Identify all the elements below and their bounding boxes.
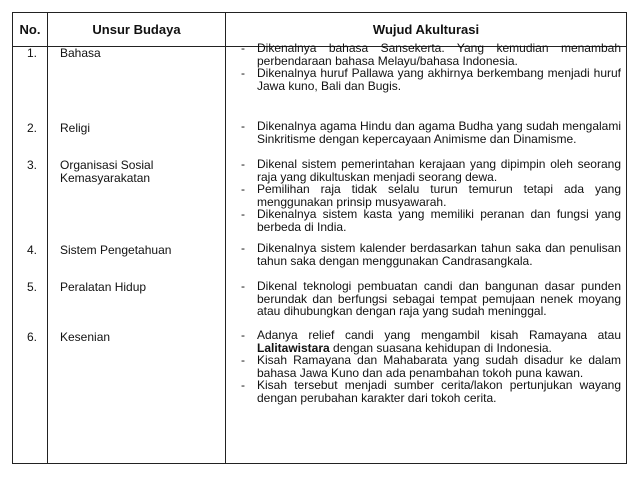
- list-item: - Pemilihan raja tidak selalu turun temurun tetapi ada yang menggunakan prinsip musyawarah.: [241, 182, 621, 209]
- akulturasi-table: [12, 12, 627, 464]
- row-number: 2.: [27, 121, 38, 135]
- header-unsur-budaya: Unsur Budaya: [92, 22, 181, 37]
- wujud-list: [241, 242, 621, 267]
- unsur-budaya-cell: Sistem Pengetahuan: [60, 243, 172, 257]
- unsur-budaya-cell: Religi: [60, 121, 91, 135]
- bullet-dash: -: [241, 207, 245, 222]
- row-number: 6.: [27, 330, 38, 344]
- row-number: 1.: [27, 46, 38, 60]
- row-number: 4.: [27, 243, 38, 257]
- wujud-list: [241, 280, 621, 318]
- list-item: - Dikenalnya sistem kalender berdasarkan tahun saka dan penulisan tahun saka dengan menggunakan Candrasangkala.: [241, 241, 621, 268]
- list-item: - Dikenalnya bahasa Sansekerta. Yang kemudian menambah perbendaraan bahasa Melayu/bahasa Indonesia.: [241, 41, 621, 68]
- column-divider: [225, 13, 226, 463]
- bullet-dash: -: [241, 378, 245, 393]
- list-item: - Dikenalnya agama Hindu dan agama Budha yang sudah mengalami Sinkritisme dengan kepercayaan Animisme dan Dinamisme.: [241, 119, 621, 146]
- bullet-dash: -: [241, 41, 245, 55]
- bullet-dash: -: [241, 279, 245, 293]
- list-item: - Dikenalnya huruf Pallawa yang akhirnya berkembang menjadi huruf Jawa kuno, Bali dan Bugis.: [241, 66, 621, 93]
- header-wujud-akulturasi: Wujud Akulturasi: [372, 22, 480, 37]
- header-no: No.: [19, 22, 41, 37]
- list-item: - Kisah Ramayana dan Mahabarata yang sudah disadur ke dalam bahasa Jawa Kuno dan ada penambahan tokoh puna kawan.: [241, 353, 621, 380]
- row-number: 5.: [27, 280, 38, 294]
- unsur-budaya-cell: Organisasi Sosial Kemasyarakatan: [60, 158, 154, 185]
- unsur-budaya-cell: Bahasa: [60, 46, 101, 60]
- wujud-list: [241, 329, 621, 405]
- list-item: - Dikenal sistem pemerintahan kerajaan yang dipimpin oleh seorang raja yang dikultuskan menjadi seorang dewa.: [241, 157, 621, 184]
- bullet-dash: -: [241, 157, 245, 171]
- list-item: - Kisah tersebut menjadi sumber cerita/lakon pertunjukan wayang dengan perubahan karakter dari tokoh cerita.: [241, 378, 621, 405]
- bullet-dash: -: [241, 241, 245, 255]
- bullet-dash: -: [241, 119, 245, 133]
- bullet-dash: -: [241, 66, 245, 81]
- lalitawistara-emphasis: Lalitawistara: [257, 340, 330, 355]
- column-divider: [47, 13, 48, 463]
- unsur-budaya-cell: Peralatan Hidup: [60, 280, 147, 294]
- list-item: - Dikenalnya sistem kasta yang memiliki peranan dan fungsi yang berbeda di India.: [241, 207, 621, 234]
- bullet-dash: -: [241, 328, 245, 342]
- row-number: 3.: [27, 158, 38, 172]
- bullet-dash: -: [241, 353, 245, 368]
- list-item: - Adanya relief candi yang mengambil kisah Ramayana atau Lalitawistara dengan suasana kehidupan di Indonesia.: [241, 328, 621, 355]
- wujud-list: [241, 158, 621, 234]
- wujud-list: [241, 120, 621, 145]
- bullet-dash: -: [241, 182, 245, 197]
- wujud-list: [241, 42, 621, 92]
- list-item: - Dikenal teknologi pembuatan candi dan bangunan dasar punden berundak dan berfungsi sebagai tempat pemujaan nenek moyang atau dihubungkan dengan raja yang sudah meninggal.: [241, 279, 621, 319]
- unsur-budaya-cell: Kesenian: [60, 330, 111, 344]
